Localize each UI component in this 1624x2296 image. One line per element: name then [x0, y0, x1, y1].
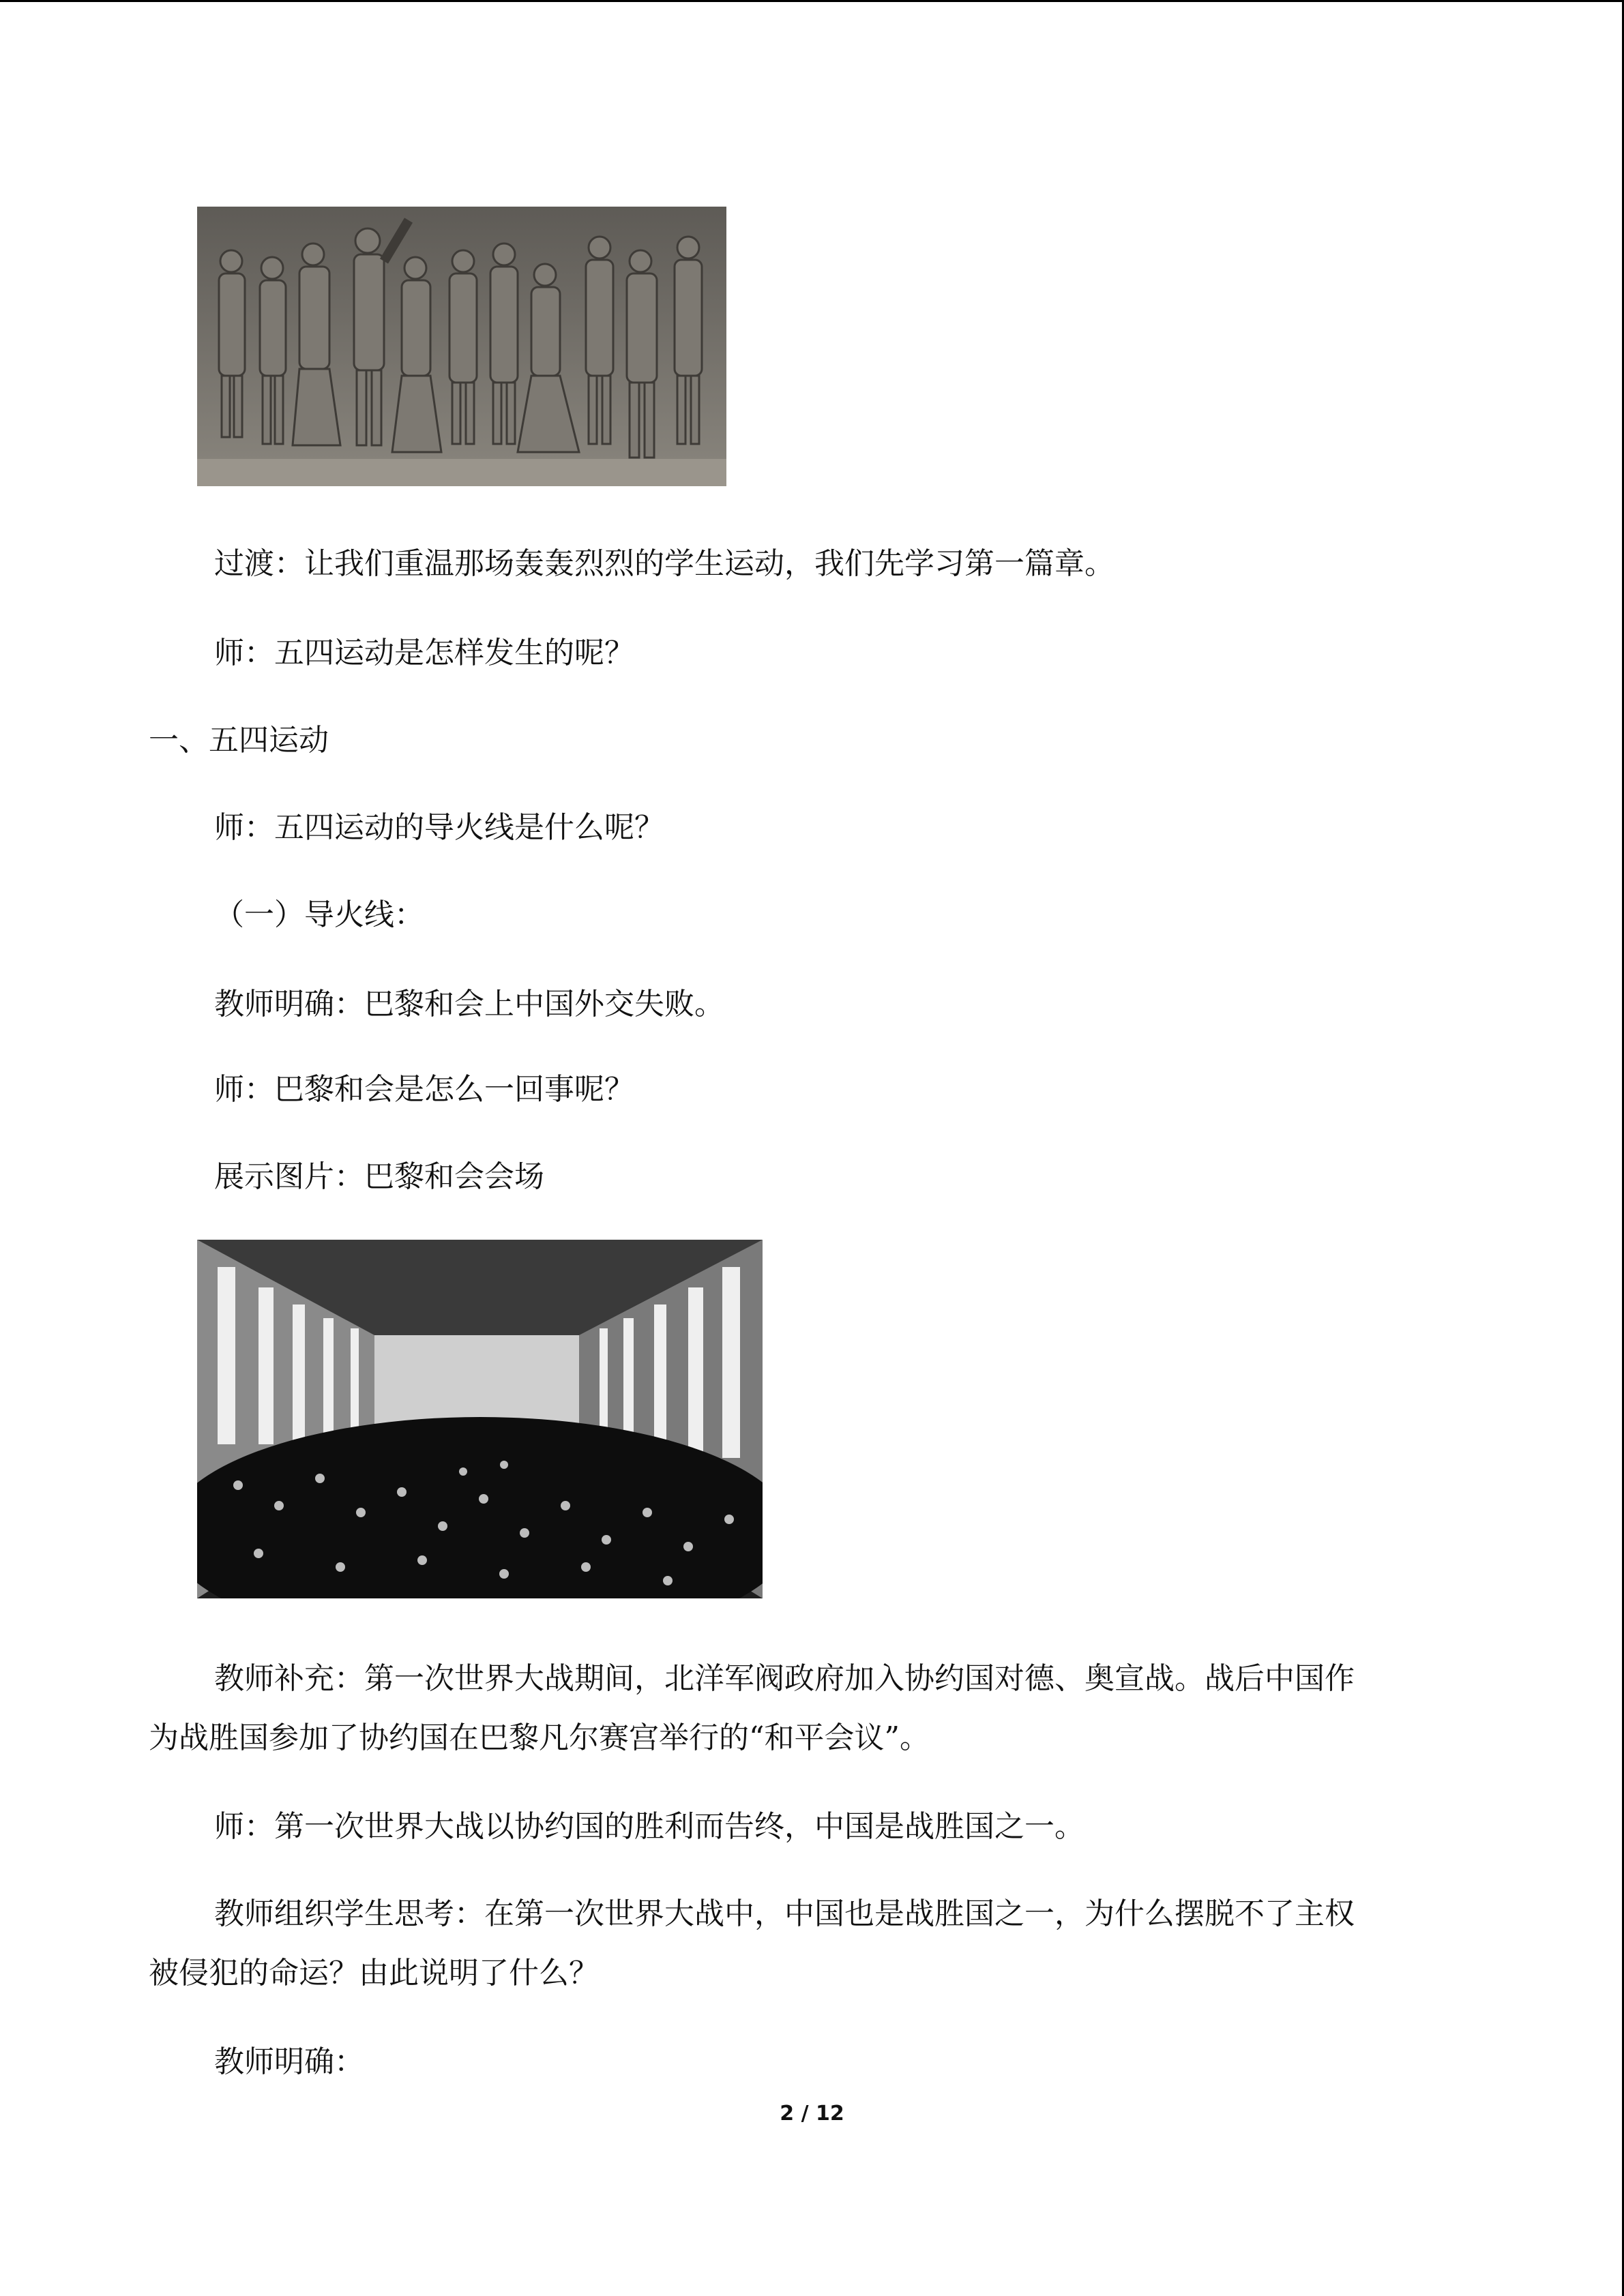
teacher-question-3: 师：巴黎和会是怎么一回事呢？	[214, 1072, 634, 1107]
teacher-prompt-line1: 教师组织学生思考：在第一次世界大战中，中国也是战胜国之一，为什么摆脱不了主权	[214, 1896, 1355, 1931]
teacher-clarify-2: 教师明确：	[214, 2044, 364, 2079]
teacher-supplement-line1: 教师补充：第一次世界大战期间，北洋军阀政府加入协约国对德、奥宣战。战后中国作	[214, 1661, 1355, 1696]
page-number: 2 / 12	[780, 2102, 844, 2126]
peace-conference-image	[197, 1240, 763, 1598]
teacher-prompt-line2: 被侵犯的命运？由此说明了什么？	[149, 1956, 599, 1991]
relief-sculpture-image	[197, 207, 726, 486]
section-heading-may-fourth: 一、五四运动	[149, 723, 329, 758]
show-image-caption: 展示图片：巴黎和会会场	[214, 1159, 544, 1194]
teacher-supplement-line2: 为战胜国参加了协约国在巴黎凡尔赛宫举行的“和平会议”。	[149, 1720, 930, 1755]
teacher-clarify-1: 教师明确：巴黎和会上中国外交失败。	[214, 987, 724, 1022]
teacher-question-2: 师：五四运动的导火线是什么呢？	[214, 810, 664, 845]
hall-illustration	[197, 1240, 763, 1598]
relief-illustration	[197, 207, 726, 486]
transition-paragraph: 过渡：让我们重温那场轰轰烈烈的学生运动，我们先学习第一篇章。	[214, 546, 1114, 581]
subheading-trigger: （一）导火线：	[214, 897, 424, 932]
teacher-question-1: 师：五四运动是怎样发生的呢？	[214, 636, 634, 670]
teacher-statement: 师：第一次世界大战以协约国的胜利而告终，中国是战胜国之一。	[214, 1809, 1084, 1844]
